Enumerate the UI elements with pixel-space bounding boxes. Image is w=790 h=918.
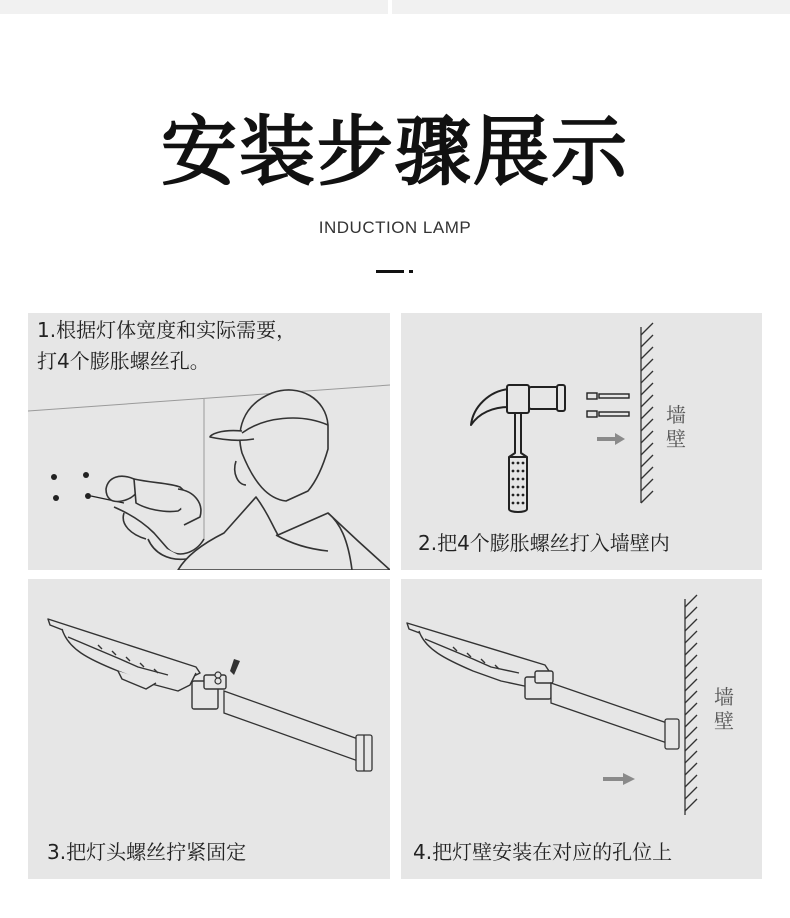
hole-dot	[85, 493, 91, 499]
lamp-head-screw-illustration	[28, 579, 390, 879]
top-strip	[0, 0, 790, 14]
step-1-caption-line-1: 1.根据灯体宽度和实际需要，	[37, 318, 297, 342]
top-strip-right	[392, 0, 790, 14]
expansion-screw-icon	[587, 393, 629, 417]
top-strip-left	[0, 0, 388, 14]
step-1-caption-line-2: 打4个膨胀螺丝孔。	[37, 349, 210, 373]
hole-dot	[83, 472, 89, 478]
lamp-head	[48, 619, 200, 691]
step-4-caption: 4.把灯壁安装在对应的孔位上	[413, 840, 673, 864]
page-title: 安装步骤展示	[161, 107, 629, 196]
step-3-panel	[28, 579, 390, 879]
arrow-right-icon	[597, 433, 625, 445]
hole-dot	[53, 495, 59, 501]
step-1-panel	[28, 313, 390, 570]
wall-label: 墙壁	[666, 403, 686, 451]
step-2-caption: 2.把4个膨胀螺丝打入墙壁内	[418, 531, 670, 555]
hole-dot	[51, 474, 57, 480]
wall-label: 墙壁	[714, 685, 734, 733]
lamp-pole	[551, 683, 679, 749]
title-divider-dot	[409, 270, 413, 273]
title-divider	[376, 270, 404, 273]
wall-icon	[641, 323, 653, 503]
arrow-right-icon	[603, 773, 635, 785]
step-1-caption	[37, 315, 296, 377]
step-4-panel	[401, 579, 762, 879]
lamp-wall-mount-illustration	[401, 579, 762, 879]
step-3-caption: 3.把灯头螺丝拧紧固定	[47, 840, 247, 864]
arrow-down-icon	[230, 659, 240, 675]
step-2-panel	[401, 313, 762, 570]
lamp-pole	[224, 691, 372, 771]
wall-icon	[685, 595, 697, 815]
page-subtitle: INDUCTION LAMP	[318, 218, 472, 237]
hammer-icon	[471, 385, 565, 512]
